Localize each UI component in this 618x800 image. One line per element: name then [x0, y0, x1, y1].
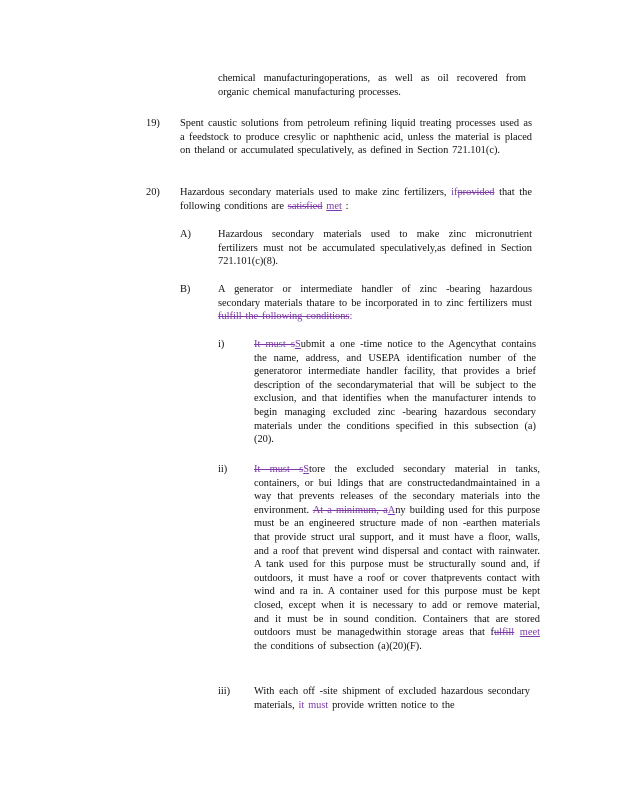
item-ii-inserted-1: S [303, 464, 309, 475]
item-iii-text-a: With each off -site shipment of excluded hazardous secondary materials, [254, 686, 530, 711]
item-i-paragraph [254, 338, 536, 447]
item-19-number: 19) [146, 118, 160, 129]
intro-text: chemical manufacturingoperations, as well as oil recovered from organic chemical manufacturing processes. [218, 73, 526, 98]
item-i-numeral: i) [218, 339, 225, 350]
item-i-inserted: S [294, 339, 301, 350]
item-ii-numeral: ii) [218, 464, 228, 475]
item-20-colon: : [345, 200, 349, 212]
item-a-letter: A) [180, 229, 191, 240]
item-19-text: Spent caustic solutions from petroleum refining liquid treating processes used as a feedstock to produce cresylic or naphthenic acid, unless the material is placed on theland or accumulated speculatively, as defined in Section 721.101(c). [180, 118, 532, 157]
item-iii-mark: it must [298, 699, 329, 711]
item-20-inserted-met: met [326, 200, 342, 212]
item-b-paragraph [218, 283, 532, 324]
item-ii-text-3: the conditions of subsection (a)(20)(F). [254, 640, 422, 652]
item-20-text-a: Hazardous secondary materials used to make zinc fertilizers, [180, 187, 447, 198]
item-a-text: Hazardous secondary materials used to make zinc micronutrient fertilizers must not be accumulated speculatively,as defined in Section 721.101(c)(8). [218, 229, 532, 268]
item-20-number: 20) [146, 187, 160, 198]
item-b-deleted-conditions: fulfill the following conditions [218, 311, 350, 323]
item-iii-numeral: iii) [218, 686, 231, 697]
item-iii-text-b: provide written notice to the [332, 699, 455, 711]
item-19-paragraph [180, 117, 532, 158]
item-i-deleted: It must s [254, 339, 295, 350]
item-b-text-a: A generator or intermediate handler of zinc -bearing hazardous secondary materials thatare to be incorporated in to zinc fertilizers must [218, 284, 532, 309]
item-20-insert-if: if [451, 187, 458, 198]
item-ii-deleted-3: ulfill [493, 627, 515, 639]
item-20-deleted-provided: provided [457, 187, 495, 198]
item-ii-inserted-3: meet [519, 627, 540, 639]
item-20-text-d: that the following conditions are [180, 187, 532, 212]
item-ii-deleted-1: It must s [254, 464, 304, 475]
item-iii-paragraph [254, 685, 530, 712]
item-ii-text-1: tore the excluded secondary material in tanks, containers, or bui ldings that are constructedandmaintained in a way that prevents releases of the secondary materials into the environment. [254, 464, 540, 516]
item-ii-deleted-2: At a minimum, a [312, 504, 388, 516]
item-ii-text-2: ny building used for this purpose must be an engineered structure made of non -earthen materials that provide struct ural support, and it must have a floor, walls, and a roof that prevent wind dispersal and contact with rainwater. A tank used for this purpose must be structurally sound and, if outdoors, it must have a roof or cover thatprevents contact with wind and ra in. A container used for this purpose must be kept closed, except when it is necessary to add or remove material, and it must be in sound condition. Containers that are stored outdoors must be managedwithin storage areas that f [254, 504, 540, 639]
item-20-deleted-satisfied: satisfied [287, 200, 323, 212]
item-i-text: ubmit a one -time notice to the Agencythat contains the name, address, and USEPA identification number of the generatoror intermediate handler facility, that provides a brief description of the secondarymaterial that will be subject to the exclusion, and that identifies when the manufacturer intends to begin managing excluded zinc -bearing hazardous secondary materials under the conditions specified in this subsection (a)(20). [254, 339, 536, 446]
item-ii-paragraph [254, 463, 540, 653]
intro-paragraph [218, 72, 526, 99]
item-20-paragraph [180, 186, 532, 213]
item-ii-inserted-2: A [387, 504, 396, 516]
item-b-letter: B) [180, 284, 191, 295]
item-b-colon: : [349, 311, 353, 323]
item-a-paragraph [218, 228, 532, 269]
